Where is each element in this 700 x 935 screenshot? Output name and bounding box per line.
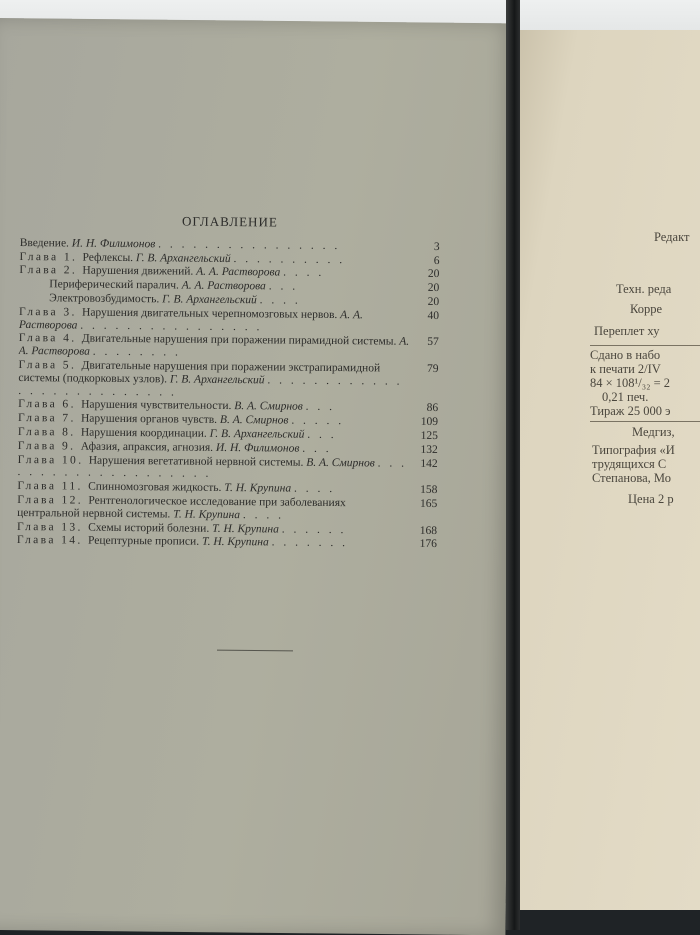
toc-entry-dots: . . . [268, 280, 299, 293]
imprint-sent: Сдано в набо [590, 348, 661, 362]
toc-entry-title: Схемы историй болезни. [88, 521, 213, 535]
toc-entry-author: Г. В. Архангельский [162, 293, 260, 307]
toc-entry-dots: . . . . . . . . . . . . . . . . [80, 319, 263, 333]
toc-entry-prefix: Глава 2. [19, 264, 83, 277]
toc-entry-page: 132 [420, 443, 438, 456]
toc-entry-title: Нарушения чувствительности. [81, 398, 235, 413]
imprint-editor: Редакт [654, 230, 690, 244]
toc-entry-prefix: Глава 1. [19, 250, 83, 264]
toc-entry-title: Рефлексы. [82, 251, 137, 264]
toc-entry-prefix: Глава 8. [17, 425, 81, 439]
imprint-address: Степанова, Мо [592, 471, 671, 485]
toc-entry-title: Нарушения движений. [82, 264, 197, 279]
toc-entry-page: 20 [427, 295, 440, 309]
toc-entry-text [17, 534, 409, 551]
toc-entry-title: Афазия, апраксия, агнозия. [80, 440, 216, 454]
toc-entry-title: Нарушения координации. [80, 426, 210, 440]
toc-entry-text [18, 359, 410, 401]
toc-entry-prefix: Глава 10. [17, 453, 89, 467]
toc-entry-author: А. А. Растворова [18, 308, 363, 332]
toc-entry-page: 176 [419, 538, 437, 551]
toc-entry-page: 40 [427, 309, 440, 322]
toc-entry-prefix: Глава 13. [16, 520, 89, 534]
toc-entry-prefix: Глава 11. [17, 480, 89, 493]
toc-entry-dots: . . . . . . . . . . . . . . . . . . . . . . . . . . [18, 374, 403, 399]
toc-entry-text [19, 306, 411, 335]
toc-entry [17, 534, 437, 551]
toc-entry-page: 79 [426, 362, 439, 375]
toc-entry-author: Г. В. Архангельский [169, 373, 268, 387]
toc-entry-dots: . . . . [283, 266, 325, 280]
imprint-publisher: Медгиз, [632, 425, 675, 439]
toc-entry-author: Т. Н. Крупина [201, 536, 272, 549]
toc-entry-dots: . . . . . . . . [92, 345, 182, 359]
toc-entry-prefix: Глава 3. [19, 305, 83, 319]
toc-entry-prefix: Глава 6. [18, 398, 82, 411]
toc-entry-prefix: Введение. [19, 236, 72, 250]
imprint-circulation: Тираж 25 000 э [590, 404, 671, 418]
toc-entry-author: Т. Н. Крупина [224, 482, 295, 495]
toc-entry-dots: . . . . . . . [271, 536, 349, 550]
toc-entry-text [19, 332, 411, 361]
toc-entry-title: Рентгенологическое исследование при заболеваниях центральной нервной системы. [17, 494, 346, 521]
book-gutter [506, 0, 520, 930]
toc-entry-title: Электровозбудимость. [49, 292, 163, 306]
imprint-corrector: Корре [630, 302, 663, 316]
toc-entry-author: Г. В. Архангельский [135, 251, 234, 265]
toc-entry-dots: . . . [307, 428, 337, 442]
toc-entries [17, 237, 440, 551]
toc-entry-page: 142 [420, 457, 438, 470]
toc-entry-title: Нарушения вегетативной нервной системы. [88, 454, 307, 469]
imprint-format: 84 × 108¹/₃₂ = 2 [590, 376, 671, 390]
toc-entry-author: В. А. Смирнов [306, 456, 378, 469]
toc-entry-title: Спинномозговая жидкость. [88, 480, 225, 495]
toc-entry-author: А. А. Растворова [196, 266, 284, 279]
table-of-contents [17, 214, 440, 552]
toc-entry-title: Нарушения двигательных черепномозговых нервов. [81, 306, 341, 321]
toc-entry-page: 165 [419, 497, 438, 510]
toc-entry-dots: . . . . [293, 482, 336, 496]
toc-entry [19, 306, 439, 336]
toc-entry-dots: . . . [302, 442, 332, 455]
toc-entry-text [17, 494, 409, 523]
imprint-signed: к печати 2/IV [590, 362, 661, 376]
toc-entry-page: 109 [420, 416, 439, 429]
toc-entry-author: А. А. Растворова [181, 279, 269, 293]
toc-entry-author: А. А. Растворова [18, 336, 410, 358]
toc-title: ОГЛАВЛЕНИЕ [181, 213, 278, 230]
toc-entry-title: Периферический паралич. [49, 278, 182, 292]
toc-entry [17, 454, 437, 484]
toc-entry-dots: . . . . . . . . . . . . . . . . [158, 238, 341, 252]
toc-entry-page: 20 [427, 282, 440, 295]
toc-entry-title: Нарушения органов чувств. [80, 412, 221, 427]
toc-entry-author: Г. В. Архангельский [209, 427, 308, 441]
toc-entry-prefix: Глава 14. [16, 534, 89, 547]
toc-entry-author: Т. Н. Крупина [212, 522, 282, 536]
right-page [510, 30, 700, 910]
toc-entry-text [17, 454, 409, 483]
toc-entry-dots: . . . . . . . . . . . . . . . . . . . . [17, 456, 408, 481]
toc-entry-dots: . . . . . [291, 414, 345, 428]
imprint-sheets: 0,21 печ. [602, 390, 649, 404]
toc-entry [17, 494, 437, 524]
toc-entry-prefix: Глава 4. [18, 332, 82, 345]
toc-entry-author: И. Н. Филимонов [215, 441, 303, 455]
toc-entry-dots: . . . . [242, 508, 285, 522]
toc-entry-page: 86 [426, 402, 439, 415]
toc-entry-author: Т. Н. Крупина [173, 508, 243, 521]
toc-entry-prefix: Глава 7. [17, 412, 82, 425]
toc-entry-author: И. Н. Филимонов [71, 237, 159, 251]
imprint-printing-house: Типография «И [592, 443, 675, 457]
toc-entry-prefix: Глава 12. [17, 493, 89, 507]
imprint-print-data [590, 345, 700, 422]
toc-entry [18, 359, 438, 401]
imprint-tech-editor: Техн. реда [616, 282, 672, 296]
toc-entry-page: 20 [427, 268, 440, 281]
imprint-workers: трудящихся С [592, 457, 667, 471]
toc-entry-prefix: Глава 5. [18, 358, 82, 372]
toc-entry-page: 6 [433, 254, 440, 267]
toc-entry [19, 332, 439, 362]
toc-entry-page: 168 [419, 524, 438, 537]
toc-entry-title: Двигательные нарушения при поражении пирамидной системы. [81, 332, 400, 349]
toc-entry-page: 57 [427, 336, 439, 349]
toc-entry-title: Двигательные нарушения при поражении экстрапирамидной системы (подкорковых узлов). [18, 359, 381, 386]
imprint-price: Цена 2 р [628, 492, 674, 506]
toc-entry-dots: . . . . . . . . . . [233, 252, 346, 266]
toc-entry-author: В. А. Смирнов [219, 414, 292, 427]
toc-entry-prefix: Глава 9. [17, 439, 81, 453]
toc-entry-title: Рецептурные прописи. [87, 534, 203, 549]
toc-entry-page: 3 [433, 240, 440, 253]
toc-entry-page: 125 [420, 429, 438, 442]
imprint-binding: Переплет ху [594, 324, 660, 338]
toc-entry-author: В. А. Смирнов [234, 400, 306, 414]
toc-entry-dots: . . . . [259, 294, 301, 307]
toc-entry-dots: . . . . . . [281, 523, 347, 536]
toc-entry-dots: . . . [305, 401, 336, 414]
toc-entry-page: 158 [420, 483, 438, 497]
